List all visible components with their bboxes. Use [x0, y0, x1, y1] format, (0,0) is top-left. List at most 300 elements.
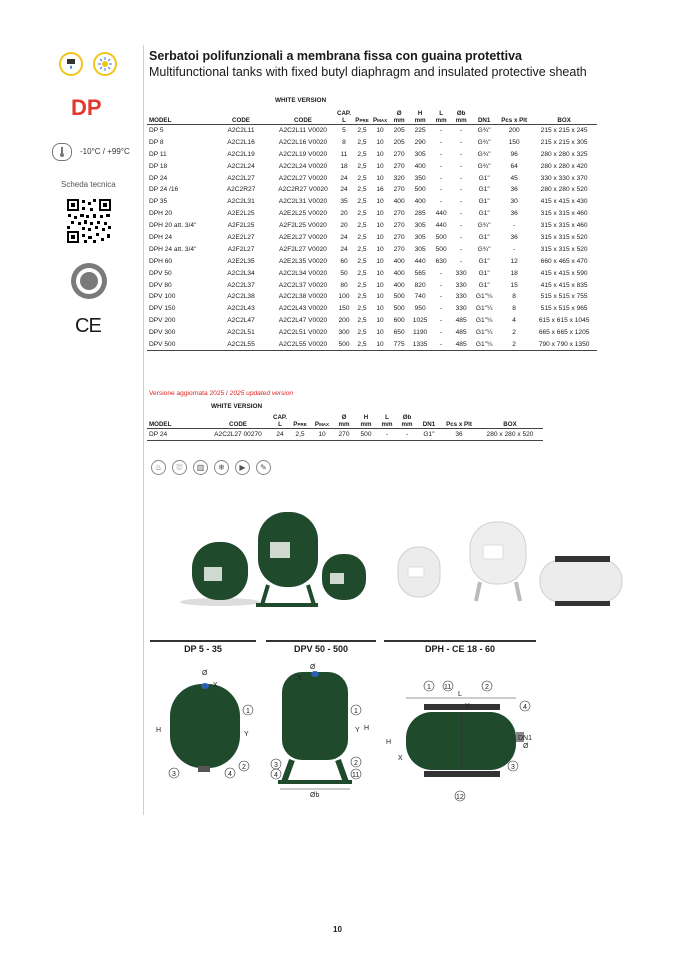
table-cell-dn: G1": [478, 210, 490, 218]
table-cell-dn: G¾": [477, 222, 491, 230]
table-row: [147, 184, 597, 196]
table-cell-ob: -: [460, 162, 463, 170]
table-cell-ob: -: [460, 186, 463, 194]
th-diam: Ø mm: [393, 109, 405, 124]
table-cell-dn: G1": [478, 281, 490, 289]
table-cell-ob: 330: [455, 305, 467, 313]
table-cell-l: -: [440, 317, 443, 325]
table-cell-max: 10: [376, 293, 384, 301]
table-cell-model: DPH 60: [149, 257, 173, 265]
table-cell-l: -: [440, 329, 443, 337]
table-cell-h: 1335: [409, 339, 431, 351]
table-cell-model: DPV 150: [149, 305, 176, 313]
table-cell-code: A2E2L27: [227, 233, 255, 241]
table-row: [147, 315, 597, 327]
table-cell-ob: -: [460, 198, 463, 206]
table-cell-white: A2E2L35 V0020: [278, 257, 328, 265]
table-cell-cap: 300: [338, 329, 350, 337]
th-ob-2: Øb mm: [401, 413, 413, 428]
table-cell-model: DP 35: [149, 198, 168, 206]
table-cell-dn: G1": [478, 186, 490, 194]
quality-seal-icon: [70, 262, 108, 305]
table-cell-cap: 11: [340, 150, 348, 158]
table-cell-cap: 60: [340, 257, 348, 265]
table-cell-box: 315 x 315 x 520: [540, 245, 588, 253]
table-cell-max: 10: [371, 339, 389, 351]
table-row: [147, 136, 597, 148]
th-pcs-2: Pcs x Plt: [446, 420, 472, 428]
table-cell-white: A2C2L51 V0020: [278, 329, 328, 337]
table-cell-cap: 18: [340, 162, 348, 170]
table-cell-l: -: [440, 150, 443, 158]
svg-text:1: 1: [427, 684, 431, 691]
title-english: Multifunctional tanks with fixed butyl diaphragm and insulated protective sheath: [149, 65, 587, 79]
table-cell-ob: -: [460, 174, 463, 182]
qr-code[interactable]: [66, 198, 112, 249]
table-cell-box: 415 x 415 x 835: [540, 281, 588, 289]
table-cell-code: A2C2L34: [227, 269, 255, 277]
table-cell-pcs: 36: [510, 233, 518, 241]
table-cell-ob: 330: [455, 281, 467, 289]
table-cell-box: 415 x 415 x 590: [540, 269, 588, 277]
table-cell-white: A2C2L11 V0020: [271, 124, 335, 136]
table-cell-max: 10: [376, 210, 384, 218]
table-row: [147, 196, 597, 208]
table-cell-d: 400: [393, 269, 405, 277]
svg-text:H: H: [156, 727, 162, 734]
table-row: [147, 208, 597, 220]
table-cell-box: 280 x 280 x 325: [540, 150, 588, 158]
table-cell-pre: 2,5: [357, 174, 367, 182]
column-divider: [143, 45, 144, 815]
table-cell-code: A2C2L43: [227, 305, 255, 313]
table-cell-h: 305: [414, 233, 426, 241]
table-cell-max: 10: [376, 269, 384, 277]
table-cell-d: 270: [393, 245, 405, 253]
table-cell-max: 10: [376, 233, 384, 241]
table-cell-h: 950: [414, 305, 426, 313]
table-cell-dn: G1": [478, 174, 490, 182]
table-cell-pre: 2,5: [357, 162, 367, 170]
th-code-white: CODE: [294, 116, 312, 124]
table-cell-h: 400: [414, 162, 426, 170]
svg-text:2: 2: [485, 684, 489, 691]
table-cell-d: 205: [393, 138, 405, 146]
th-code-2: CODE: [229, 420, 247, 428]
solar-cold-icon: [93, 52, 117, 76]
table-cell-h: 1190: [413, 329, 428, 337]
th-pmax-2: PMAX: [314, 420, 330, 428]
table-cell-l: 440: [435, 210, 447, 218]
table-cell-dn: G¾": [477, 162, 491, 170]
th-model-2: MODEL: [149, 420, 172, 428]
table-cell-pcs: 150: [508, 138, 520, 146]
table-cell-d: 775: [389, 339, 409, 351]
svg-text:Ø: Ø: [523, 743, 529, 750]
series-code: DP: [71, 95, 102, 120]
table-cell-box: 315 x 315 x 460: [540, 222, 588, 230]
table-cell-max: 10: [371, 124, 389, 136]
th-h: H mm: [414, 109, 426, 124]
table-cell-cap: 50: [340, 269, 348, 277]
table-cell-pre: 2,5: [357, 269, 367, 277]
table-cell-code: A2C2L37: [227, 281, 255, 289]
table-cell-max: 10: [376, 305, 384, 313]
update-table-wrap: [147, 410, 543, 441]
page-number: 10: [333, 925, 342, 934]
svg-text:3: 3: [511, 764, 515, 771]
table-cell-box: 215 x 215 x 305: [540, 138, 588, 146]
table-cell-white: A2C2R27 V0020: [278, 186, 328, 194]
th-cap: CAP. L: [337, 109, 351, 124]
svg-text:2: 2: [354, 760, 358, 767]
table-cell-model: DP 24 /16: [149, 186, 179, 194]
table-cell-ob: -: [460, 257, 463, 265]
table-cell-h: 350: [414, 174, 426, 182]
table-cell-pcs: 36: [510, 186, 518, 194]
table-cell-pre: 2,5: [357, 186, 367, 194]
table-cell-h: 500: [414, 186, 426, 194]
table-cell-max: 10: [376, 245, 384, 253]
table-cell-l: -: [431, 124, 451, 136]
heating-water-icon: [59, 52, 83, 76]
table-row: [147, 339, 597, 351]
table-cell-pcs: 12: [510, 257, 518, 265]
table-cell-d: 600: [393, 317, 405, 325]
table-cell-l: -: [440, 198, 443, 206]
table-cell-cap: 24: [340, 174, 348, 182]
table-cell-ob: -: [460, 233, 463, 241]
spec-table: [147, 104, 597, 351]
th-pmin: PPRE: [355, 116, 369, 124]
table-cell-dn: G1": [478, 233, 490, 241]
svg-text:H: H: [364, 725, 370, 732]
table-cell-max: 10: [376, 198, 384, 206]
update-row: DP 24 A2C2L27 00270 24 2,5 10 270 500 - - G1" 36 280 x 280 x 520: [147, 428, 543, 441]
table-cell-model: DPV 80: [149, 281, 172, 289]
table-cell-box: 665 x 665 x 1205: [538, 329, 590, 337]
table-row: [147, 279, 597, 291]
diagram-title-dpv: DPV 50 - 500: [266, 640, 376, 654]
table-cell-cap: 80: [340, 281, 348, 289]
table-cell-l: 500: [435, 233, 447, 241]
svg-text:Ø: Ø: [310, 664, 316, 671]
table-row: [147, 220, 597, 232]
svg-text:X: X: [398, 755, 403, 762]
table-cell-cap: 24: [340, 233, 348, 241]
table-cell-code: A2C2L47: [227, 317, 255, 325]
diagram-dpv: [262, 660, 374, 805]
th-h-2: H mm: [360, 413, 372, 428]
title-italian: Serbatoi polifunzionali a membrana fissa con guaina protettiva: [149, 49, 522, 63]
table-cell-box: 330 x 330 x 370: [540, 174, 588, 182]
svg-text:4: 4: [523, 704, 527, 711]
table-cell-model: DP 5: [147, 124, 211, 136]
table-cell-d: 270: [393, 150, 405, 158]
table-cell-h: 820: [414, 281, 426, 289]
table-cell-box: 415 x 415 x 430: [540, 198, 588, 206]
table-cell-h: 305: [414, 222, 426, 230]
table-row: [147, 148, 597, 160]
radiator-icon: ▥: [193, 460, 208, 475]
svg-text:Øb: Øb: [310, 792, 320, 799]
table-cell-white: A2C2L38 V0020: [278, 293, 328, 301]
table-row: [147, 255, 597, 267]
table-cell-box: 280 x 280 x 520: [540, 186, 588, 194]
svg-text:X: X: [297, 675, 302, 682]
table-cell-d: 270: [393, 233, 405, 241]
th-model: MODEL: [149, 116, 172, 124]
table-cell-pre: 2,5: [357, 198, 367, 206]
table-cell-white: A2C2L34 V0020: [278, 269, 328, 277]
table-cell-white: A2E2L27 V0020: [278, 233, 328, 241]
temperature-range: -10°C / +99°C: [80, 147, 130, 156]
th-l: L mm: [435, 109, 447, 124]
play-icon: ▶: [235, 460, 250, 475]
table-cell-l: 440: [435, 222, 447, 230]
table-cell-pcs: 15: [510, 281, 518, 289]
table-cell-max: 10: [376, 317, 384, 325]
table-cell-pre: 2,5: [357, 305, 367, 313]
table-cell-dn: G¾": [477, 138, 491, 146]
table-cell-max: 10: [376, 150, 384, 158]
white-version-label-2: WHITE VERSION: [211, 403, 263, 410]
table-cell-l: -: [440, 281, 443, 289]
table-cell-l: -: [440, 269, 443, 277]
table-cell-h: 1025: [412, 317, 428, 325]
table-cell-model: DPH 24: [149, 233, 173, 241]
table-cell-white: A2C2L47 V0020: [278, 317, 328, 325]
table-cell-model: DP 18: [149, 162, 168, 170]
table-cell-box: 515 x 515 x 965: [540, 305, 588, 313]
th-diam-2: Ø mm: [338, 413, 350, 428]
table-cell-ob: 485: [451, 339, 471, 351]
table-cell-ob: 330: [455, 269, 467, 277]
table-cell-code: A2C2R27: [226, 186, 256, 194]
snowflake-icon: ❄: [214, 460, 229, 475]
table-cell-code: A2C2L51: [227, 329, 255, 337]
table-row: [147, 172, 597, 184]
feature-icons: [151, 460, 271, 475]
table-cell-d: 650: [393, 329, 405, 337]
table-cell-code: A2F2L25: [227, 222, 255, 230]
table-cell-pcs: 64: [510, 162, 518, 170]
th-l-2: L mm: [381, 413, 393, 428]
table-cell-d: 500: [393, 305, 405, 313]
table-cell-dn: G¾": [471, 124, 497, 136]
table-cell-pcs: 18: [510, 269, 518, 277]
svg-text:3: 3: [172, 771, 176, 778]
table-cell-code: A2C2L16: [227, 138, 255, 146]
table-cell-d: 320: [393, 174, 405, 182]
table-row: [147, 267, 597, 279]
shower-icon: ⛆: [172, 460, 187, 475]
table-cell-pcs: 200: [497, 124, 531, 136]
table-cell-box: 515 x 515 x 755: [540, 293, 588, 301]
table-row: [147, 327, 597, 339]
svg-text:4: 4: [228, 771, 232, 778]
table-cell-code: A2C2L38: [227, 293, 255, 301]
table-cell-code: A2C2L11: [211, 124, 271, 136]
table-cell-d: 270: [393, 222, 405, 230]
table-cell-h: 225: [409, 124, 431, 136]
table-cell-model: DPV 300: [149, 329, 176, 337]
table-row: [147, 291, 597, 303]
table-cell-cap: 100: [338, 293, 350, 301]
table-cell-pcs: 36: [510, 210, 518, 218]
table-cell-max: 10: [376, 222, 384, 230]
table-cell-cap: 35: [340, 198, 348, 206]
scheda-label: Scheda tecnica: [61, 180, 116, 189]
svg-text:11: 11: [444, 684, 452, 691]
svg-text:Y: Y: [465, 703, 470, 710]
table-cell-pcs: 45: [510, 174, 518, 182]
table-cell-max: 10: [376, 329, 384, 337]
table-cell-d: 270: [393, 162, 405, 170]
table-cell-ob: -: [460, 210, 463, 218]
table-cell-ob: -: [460, 245, 463, 253]
svg-text:12: 12: [456, 794, 464, 801]
table-cell-white: A2C2L43 V0020: [278, 305, 328, 313]
th-ob: Øb mm: [455, 109, 467, 124]
table-cell-pcs: -: [513, 245, 516, 253]
table-cell-d: 400: [393, 257, 405, 265]
svg-text:4: 4: [274, 772, 278, 779]
table-cell-code: A2C2L31: [227, 198, 255, 206]
table-cell-cap: 200: [338, 317, 350, 325]
table-cell-h: 400: [414, 198, 426, 206]
table-cell-model: DPV 100: [149, 293, 176, 301]
th-dn1-2: DN1: [422, 420, 436, 428]
table-cell-d: 270: [393, 186, 405, 194]
svg-text:3: 3: [274, 762, 278, 769]
table-cell-pre: 2,5: [357, 138, 367, 146]
table-cell-code: A2C2L27: [227, 174, 255, 182]
table-cell-d: 270: [393, 210, 405, 218]
table-cell-h: 440: [414, 257, 426, 265]
table-cell-h: 305: [414, 245, 426, 253]
table-row: [147, 232, 597, 244]
svg-text:L: L: [458, 691, 462, 698]
table-cell-box: 660 x 465 x 470: [540, 257, 588, 265]
th-pmax: PMAX: [373, 116, 388, 124]
table-cell-h: 740: [414, 293, 426, 301]
table-cell-box: 215 x 215 x 245: [531, 124, 597, 136]
table-cell-pre: 2,5: [357, 245, 367, 253]
table-cell-pcs: 8: [512, 305, 516, 313]
table-cell-dn: G1"¼: [475, 329, 493, 337]
table-cell-dn: G1"¼: [475, 305, 493, 313]
table-cell-code: A2C2L55: [211, 339, 271, 351]
table-row: [147, 243, 597, 255]
th-box: BOX: [557, 116, 571, 124]
table-cell-box: 315 x 315 x 460: [540, 210, 588, 218]
table-cell-d: 400: [393, 198, 405, 206]
th-code: CODE: [232, 116, 250, 124]
table-cell-ob: 485: [455, 317, 467, 325]
svg-text:DN1: DN1: [518, 735, 533, 742]
table-cell-cap: 5: [335, 124, 353, 136]
table-cell-ob: 330: [455, 293, 467, 301]
svg-text:Ø: Ø: [202, 670, 208, 677]
table-cell-pre: 2,5: [353, 124, 371, 136]
table-cell-l: -: [440, 162, 443, 170]
table-cell-pcs: 8: [512, 293, 516, 301]
table-cell-model: DPV 200: [149, 317, 176, 325]
table-cell-pcs: 96: [510, 150, 518, 158]
table-cell-white: A2C2L27 V0020: [278, 174, 328, 182]
thermometer-icon: [52, 143, 72, 161]
table-cell-ob: -: [460, 222, 463, 230]
table-cell-cap: 24: [340, 186, 348, 194]
table-cell-dn: G1"¼: [475, 293, 493, 301]
table-cell-dn: G1"¼: [475, 317, 493, 325]
update-note: Versione aggiornata 2025 / 2025 updated version: [149, 390, 294, 397]
table-cell-ob: 485: [455, 329, 467, 337]
table-cell-model: DP 24: [149, 174, 168, 182]
table-cell-dn: G1"¼: [471, 339, 497, 351]
table-cell-model: DPH 24 att. 3/4": [149, 245, 197, 253]
table-cell-model: DPV 500: [147, 339, 211, 351]
svg-text:H: H: [386, 739, 392, 746]
spec-table-wrap: [147, 104, 597, 351]
table-cell-d: 500: [393, 293, 405, 301]
table-cell-cap: 8: [342, 138, 346, 146]
table-cell-l: 630: [435, 257, 447, 265]
table-cell-model: DP 8: [149, 138, 164, 146]
table-row: [147, 124, 597, 136]
table-cell-pre: 2,5: [357, 150, 367, 158]
th-dn1: DN1: [477, 116, 491, 124]
table-cell-white: A2F2L27 V0020: [279, 245, 327, 253]
table-cell-h: 305: [414, 150, 426, 158]
table-cell-pre: 2,5: [357, 222, 367, 230]
diagram-dph: [382, 674, 542, 809]
th-cap-2: CAP. L: [273, 413, 287, 428]
table-cell-box: 615 x 615 x 1045: [538, 317, 590, 325]
svg-text:11: 11: [352, 772, 360, 779]
table-cell-model: DP 11: [149, 150, 167, 158]
table-row: [147, 160, 597, 172]
diagram-title-dp: DP 5 - 35: [150, 640, 256, 654]
svg-text:Y: Y: [244, 731, 249, 738]
table-cell-cap: 20: [340, 222, 348, 230]
table-cell-pcs: 30: [510, 198, 518, 206]
table-cell-l: -: [431, 339, 451, 351]
table-cell-box: 315 x 315 x 520: [540, 233, 588, 241]
table-cell-white: A2C2L55 V0020: [271, 339, 335, 351]
table-cell-dn: G¾": [477, 245, 491, 253]
table-cell-h: 285: [414, 210, 426, 218]
th-pmin-2: PPRE: [293, 420, 307, 428]
table-cell-white: A2F2L25 V0020: [279, 222, 327, 230]
diagram-title-dph: DPH - CE 18 - 60: [384, 640, 536, 654]
svg-text:X: X: [213, 682, 218, 689]
table-cell-ob: -: [460, 150, 463, 158]
table-cell-box: 790 x 790 x 1350: [531, 339, 597, 351]
table-cell-pre: 2,5: [353, 339, 371, 351]
table-cell-pre: 2,5: [357, 329, 367, 337]
table-cell-model: DPV 50: [149, 269, 172, 277]
tool-icon: ✎: [256, 460, 271, 475]
table-cell-pre: 2,5: [357, 233, 367, 241]
table-cell-code: A2C2L19: [227, 150, 255, 158]
table-cell-white: A2C2L37 V0020: [278, 281, 328, 289]
table-cell-code: A2E2L35: [227, 257, 255, 265]
table-cell-max: 16: [376, 186, 384, 194]
svg-text:1: 1: [246, 708, 250, 715]
th-pcs: Pcs x Plt: [501, 116, 528, 124]
